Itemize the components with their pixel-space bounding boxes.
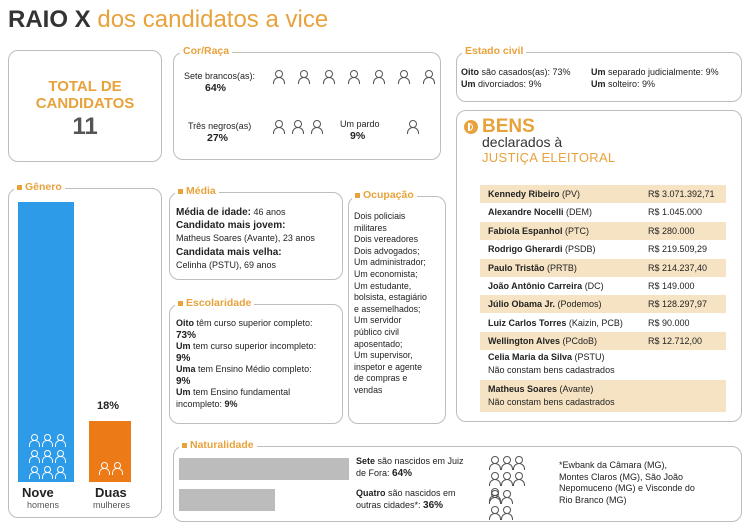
media-jovem-label: Candidato mais jovem:	[176, 220, 286, 231]
person-icon	[322, 70, 334, 84]
person-icon	[500, 456, 512, 470]
ocupacao-item: Um estudante,	[354, 280, 412, 291]
bens-row: Kennedy Ribeiro (PV) R$ 3.071.392,71	[480, 185, 726, 203]
cor-title: Cor/Raça	[180, 45, 232, 57]
person-icon	[512, 472, 524, 486]
ocupacao-item: inspetor e agente	[354, 361, 422, 372]
person-icon	[98, 462, 109, 475]
person-icon	[54, 466, 65, 479]
ocupacao-item: Um administrador;	[354, 257, 426, 268]
cor-brancos-pct: 64%	[205, 82, 227, 94]
bens-celia-name: Celia Maria da Silva (PSTU)	[488, 352, 605, 362]
bens-row: Rodrigo Gherardi (PSDB) R$ 219.509,29	[480, 240, 726, 258]
person-icon	[512, 456, 524, 470]
mulheres-pct: 18%	[97, 400, 120, 412]
bens-celia-note: Não constam bens cadastrados	[488, 365, 615, 375]
person-icon	[310, 120, 322, 134]
person-icon	[297, 70, 309, 84]
bens-value: R$ 214.237,40	[648, 262, 708, 273]
mulheres-icons	[95, 462, 125, 480]
estado-line2a: Um divorciados: 9%	[461, 79, 542, 89]
bens-row: Luiz Carlos Torres (Kaizin, PCB) R$ 90.000	[480, 314, 726, 332]
homens-label: homens	[27, 500, 60, 510]
ocupacao-item: Um economista;	[354, 268, 418, 279]
bens-row: Wellington Alves (PCdoB) R$ 12.712,00	[480, 332, 726, 350]
bens-value: R$ 280.000	[648, 225, 695, 236]
bens-icon	[464, 120, 478, 134]
person-icon	[41, 434, 52, 447]
note-line: Montes Claros (MG), São João	[559, 471, 684, 482]
person-icon	[422, 70, 434, 84]
estado-line1a: Oito são casados(as): 73%	[461, 67, 571, 77]
cor-negros-pct: 27%	[207, 132, 229, 144]
estado-line2b: Um solteiro: 9%	[591, 79, 656, 89]
homens-count: Nove	[22, 485, 54, 500]
person-icon	[41, 466, 52, 479]
naturalidade-juiz: Sete são nascidos em Juiz de Fora: 64%	[356, 456, 464, 479]
bens-value: R$ 219.509,29	[648, 244, 708, 255]
person-icon	[54, 434, 65, 447]
bens-value: R$ 3.071.392,71	[648, 189, 715, 199]
genero-title: Gênero	[14, 181, 65, 193]
ocupacao-item: Dois advogados;	[354, 245, 420, 256]
bens-sub1: declarados à	[482, 134, 563, 150]
bens-matheus-name: Matheus Soares (Avante)	[488, 384, 594, 394]
media-velha-label: Candidata mais velha:	[176, 247, 282, 258]
bens-matheus-note: Não constam bens cadastrados	[488, 397, 615, 407]
page-title	[8, 6, 328, 34]
person-icon	[500, 472, 512, 486]
ocupacao-item: de compras e	[354, 373, 408, 384]
total-value: 11	[72, 113, 98, 140]
media-jovem: Matheus Soares (Avante), 23 anos	[176, 233, 315, 243]
juiz-bar	[179, 458, 349, 480]
escolaridade-list: Oito têm curso superior completo: 73% Um tem curso superior incompleto: 9% Uma tem Ensino Médio completo: 9% Um tem Ensino fundamental incompleto: 9%	[176, 318, 317, 409]
bens-value: R$ 1.045.000	[648, 207, 703, 218]
person-icon	[500, 490, 512, 504]
cor-pardo-label: Um pardo	[340, 119, 380, 129]
ocupacao-list	[354, 211, 427, 397]
naturalidade-note	[559, 460, 695, 506]
ocupacao-item: público civil	[354, 326, 399, 337]
person-icon	[111, 462, 122, 475]
cor-negros-label: Três negros(as)	[188, 121, 252, 131]
naturalidade-title: Naturalidade	[179, 439, 257, 451]
person-icon	[291, 120, 303, 134]
note-line: *Ewbank da Câmara (MG),	[559, 460, 668, 470]
bens-row: Alexandre Nocelli (DEM) R$ 1.045.000	[480, 203, 726, 221]
negros-icons	[272, 120, 322, 134]
person-icon	[28, 466, 39, 479]
outras-icons	[488, 490, 516, 522]
person-icon	[488, 506, 500, 520]
note-line: Rio Branco (MG)	[559, 494, 627, 505]
bens-row: João Antônio Carreira (DC) R$ 149.000	[480, 277, 726, 295]
mulheres-count: Duas	[95, 485, 127, 500]
ocupacao-item: e assemelhados;	[354, 303, 421, 314]
cor-brancos-label: Sete brancos(as):	[184, 71, 256, 81]
bens-value: R$ 90.000	[648, 317, 690, 328]
person-icon	[488, 472, 500, 486]
estado-title: Estado civil	[462, 45, 526, 57]
title-bold: RAIO X	[8, 6, 91, 33]
naturalidade-outras: Quatro são nascidos em outras cidades*: 36%	[356, 488, 456, 511]
person-icon	[28, 434, 39, 447]
ocupacao-item: militares	[354, 222, 387, 233]
note-line: Nepomuceno (MG) e Visconde do	[559, 483, 695, 493]
person-icon	[28, 450, 39, 463]
outras-bar	[179, 489, 275, 511]
bens-row: Paulo Tristão (PRTB) R$ 214.237,40	[480, 259, 726, 277]
mulheres-label: mulheres	[93, 500, 131, 510]
person-icon	[54, 450, 65, 463]
bens-row: Fabíola Espanhol (PTC) R$ 280.000	[480, 222, 726, 240]
homens-icons	[20, 434, 72, 482]
ocupacao-title: Ocupação	[352, 189, 417, 201]
ocupacao-item: Dois policiais	[354, 211, 406, 221]
person-icon	[347, 70, 359, 84]
bens-row: Júlio Obama Jr. (Podemos) R$ 128.297,97	[480, 295, 726, 313]
media-velha: Celinha (PSTU), 69 anos	[176, 260, 277, 270]
cor-pardo-pct: 9%	[350, 130, 366, 142]
ocupacao-item: Um supervisor,	[354, 350, 413, 361]
bens-value: R$ 149.000	[648, 281, 695, 291]
media-title: Média	[175, 185, 219, 197]
ocupacao-item: Dois vereadores	[354, 234, 419, 245]
person-icon	[488, 490, 500, 504]
escolaridade-title: Escolaridade	[175, 297, 254, 309]
person-icon	[488, 456, 500, 470]
estado-line1b: Um separado judicialmente: 9%	[591, 67, 719, 77]
bens-heading: BENS	[482, 116, 535, 137]
person-icon	[272, 70, 284, 84]
person-icon	[272, 120, 284, 134]
bens-value: R$ 128.297,97	[648, 299, 708, 310]
person-icon	[41, 450, 52, 463]
ocupacao-item: Um servidor	[354, 315, 402, 326]
person-icon	[372, 70, 384, 84]
ocupacao-item: vendas	[354, 384, 383, 395]
person-icon	[406, 120, 418, 134]
media-idade: Média de idade: 46 anos	[176, 207, 286, 218]
person-icon	[397, 70, 409, 84]
total-label: TOTAL DE CANDIDATOS	[35, 78, 135, 112]
person-icon	[500, 506, 512, 520]
ocupacao-item: aposentado;	[354, 338, 403, 349]
bens-value: R$ 12.712,00	[648, 336, 703, 347]
brancos-icons	[272, 70, 434, 84]
bens-sub2: JUSTIÇA ELEITORAL	[482, 150, 616, 165]
title-rest: dos candidatos a vice	[97, 6, 329, 33]
ocupacao-item: bolsista, estagiário	[354, 292, 427, 303]
